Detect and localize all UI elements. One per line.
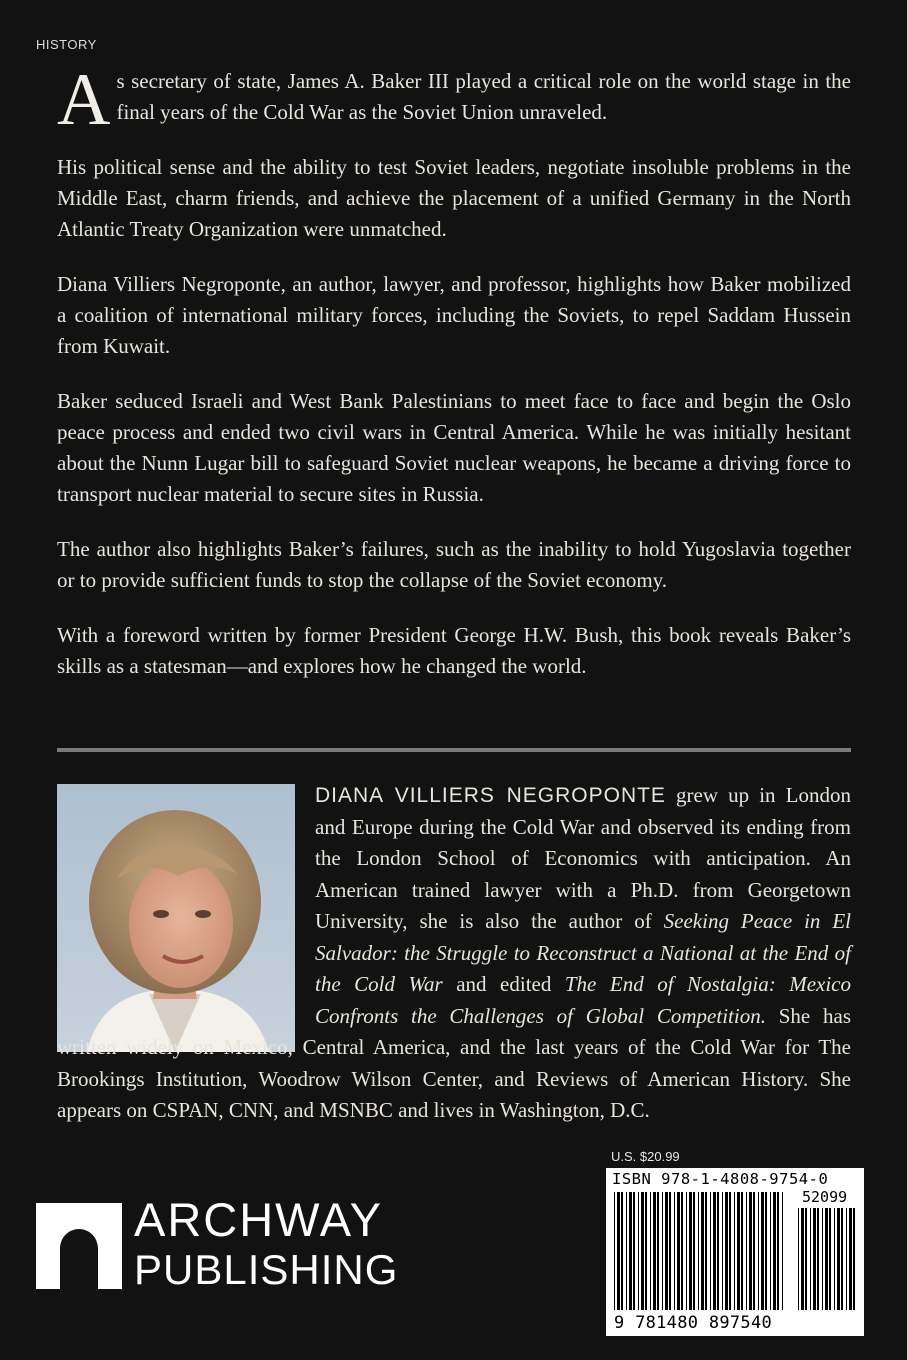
barcode-bar — [801, 1208, 804, 1310]
book-title-2: The End of Nostalgia: Mexico Confronts the Challenges of Global Competition. — [315, 972, 851, 1028]
barcode-bar — [657, 1192, 659, 1310]
barcode-bar — [810, 1208, 811, 1310]
barcode-bar — [641, 1192, 644, 1310]
author-name: DIANA VILLIERS NEGROPONTE — [315, 784, 666, 807]
category-label: HISTORY — [36, 37, 97, 52]
bio-text-1: grew up in London and Europe during the Cold War and observed its ending from the London School of Economics with anticipation. An American trained lawyer with a Ph.D. from Georgetown University, she is also the author of — [315, 783, 851, 933]
barcode-bar — [849, 1208, 852, 1310]
barcode-bar — [614, 1192, 615, 1310]
barcode-bar — [770, 1192, 771, 1310]
barcode-bar — [853, 1208, 855, 1310]
barcode-bar — [650, 1192, 651, 1310]
barcode-bar — [753, 1192, 755, 1310]
barcode-bar — [626, 1192, 627, 1310]
price-code: 52099 — [802, 1188, 848, 1206]
blurb — [57, 59, 851, 706]
barcode-bar — [825, 1208, 828, 1310]
barcode-bar — [686, 1192, 687, 1310]
barcode-bar — [633, 1192, 635, 1310]
blurb-paragraph-1 — [57, 59, 851, 141]
blurb-paragraph-6: With a foreword written by former President George H.W. Bush, this book reveals Baker’s skills as a statesman—and explores how he changed the world. — [57, 623, 851, 678]
barcode-bar — [677, 1192, 680, 1310]
barcode-bar — [765, 1192, 767, 1310]
barcode-bar — [761, 1192, 764, 1310]
drop-cap: A — [57, 59, 111, 141]
barcode-bar — [681, 1192, 683, 1310]
bio-text-2: and edited — [442, 972, 565, 996]
blurb-paragraph-1-text: s secretary of state, James A. Baker III played a critical role on the world stage in the final years of the Cold War as the Soviet Union unraveled. — [116, 69, 851, 124]
barcode-bar — [674, 1192, 675, 1310]
barcode-bar — [829, 1208, 831, 1310]
barcode-bar — [782, 1192, 783, 1310]
isbn-barcode — [606, 1168, 864, 1336]
barcode-bar — [621, 1192, 623, 1310]
barcode-bar — [717, 1192, 719, 1310]
author-bio — [57, 780, 851, 1127]
barcode-bar — [846, 1208, 847, 1310]
barcode-bar — [837, 1208, 840, 1310]
barcode-bars — [606, 1168, 864, 1336]
barcode-bar — [713, 1192, 716, 1310]
barcode-bar — [705, 1192, 707, 1310]
barcode-bar — [701, 1192, 704, 1310]
barcode-bar — [777, 1192, 779, 1310]
barcode-bar — [749, 1192, 752, 1310]
barcode-bar — [758, 1192, 759, 1310]
barcode-bar — [689, 1192, 692, 1310]
barcode-bar — [741, 1192, 743, 1310]
barcode-bar — [734, 1192, 735, 1310]
barcode-bar — [665, 1192, 668, 1310]
barcode-bar — [645, 1192, 647, 1310]
barcode-bar — [805, 1208, 807, 1310]
barcode-bar — [822, 1208, 823, 1310]
barcode-bar — [746, 1192, 747, 1310]
isbn-label: ISBN 978-1-4808-9754-0 — [612, 1170, 829, 1188]
barcode-bar — [841, 1208, 843, 1310]
barcode-bar — [669, 1192, 671, 1310]
barcode-bar — [662, 1192, 663, 1310]
barcode-bar — [653, 1192, 656, 1310]
barcode-bar — [617, 1192, 620, 1310]
book-title-1: Seeking Peace in El Salvador: the Struggle to Reconstruct a National at the End of the Cold War — [315, 909, 851, 996]
publisher-name-line1: ARCHWAY — [134, 1193, 383, 1246]
publisher-logo — [134, 1193, 399, 1293]
blurb-paragraph-2: His political sense and the ability to test Soviet leaders, negotiate insoluble problems in the Middle East, charm friends, and achieve the placement of a unified Germany in the North Atlantic Treaty Organization were unmatched. — [57, 155, 851, 241]
blurb-paragraph-3: Diana Villiers Negroponte, an author, lawyer, and professor, highlights how Baker mobilized a coalition of international military forces, including the Soviets, to repel Saddam Hussein from Kuwait. — [57, 272, 851, 358]
blurb-paragraph-5: The author also highlights Baker’s failures, such as the inability to hold Yugoslavia together or to provide sufficient funds to stop the collapse of the Soviet economy. — [57, 537, 851, 592]
barcode-bar — [629, 1192, 632, 1310]
barcode-bar — [693, 1192, 695, 1310]
barcode-bar — [798, 1208, 799, 1310]
blurb-paragraph-4: Baker seduced Israeli and West Bank Palestinians to meet face to face and begin the Oslo peace process and ended two civil wars in Central America. While he was initially hesitant about the Nunn Lugar bill to safeguard Soviet nuclear weapons, he became a driving force to transport nuclear material to secure sites in Russia. — [57, 389, 851, 506]
bio-text-3: She has written widely on Mexico, Central America, and the last years of the Cold War for The Brookings Institution, Woodrow Wilson Center, and Reviews of American History. She appears on CSPAN, CNN, and MSNBC and lives in Washington, D.C. — [57, 1003, 851, 1122]
barcode-bar — [638, 1192, 639, 1310]
barcode-bar — [710, 1192, 711, 1310]
barcode-bar — [698, 1192, 699, 1310]
publisher-name-line2: PUBLISHING — [134, 1246, 399, 1293]
barcode-bar — [813, 1208, 816, 1310]
barcode-bar — [834, 1208, 835, 1310]
archway-logo-icon — [36, 1203, 122, 1289]
barcode-bar — [725, 1192, 728, 1310]
barcode-bar — [773, 1192, 776, 1310]
barcode-bar — [722, 1192, 723, 1310]
barcode-bar — [817, 1208, 819, 1310]
price-label: U.S. $20.99 — [611, 1149, 680, 1164]
photo-spacer — [57, 780, 315, 1032]
barcode-digits: 9 781480 897540 — [614, 1313, 773, 1333]
barcode-bar — [737, 1192, 740, 1310]
barcode-bar — [729, 1192, 731, 1310]
section-divider — [57, 748, 851, 752]
